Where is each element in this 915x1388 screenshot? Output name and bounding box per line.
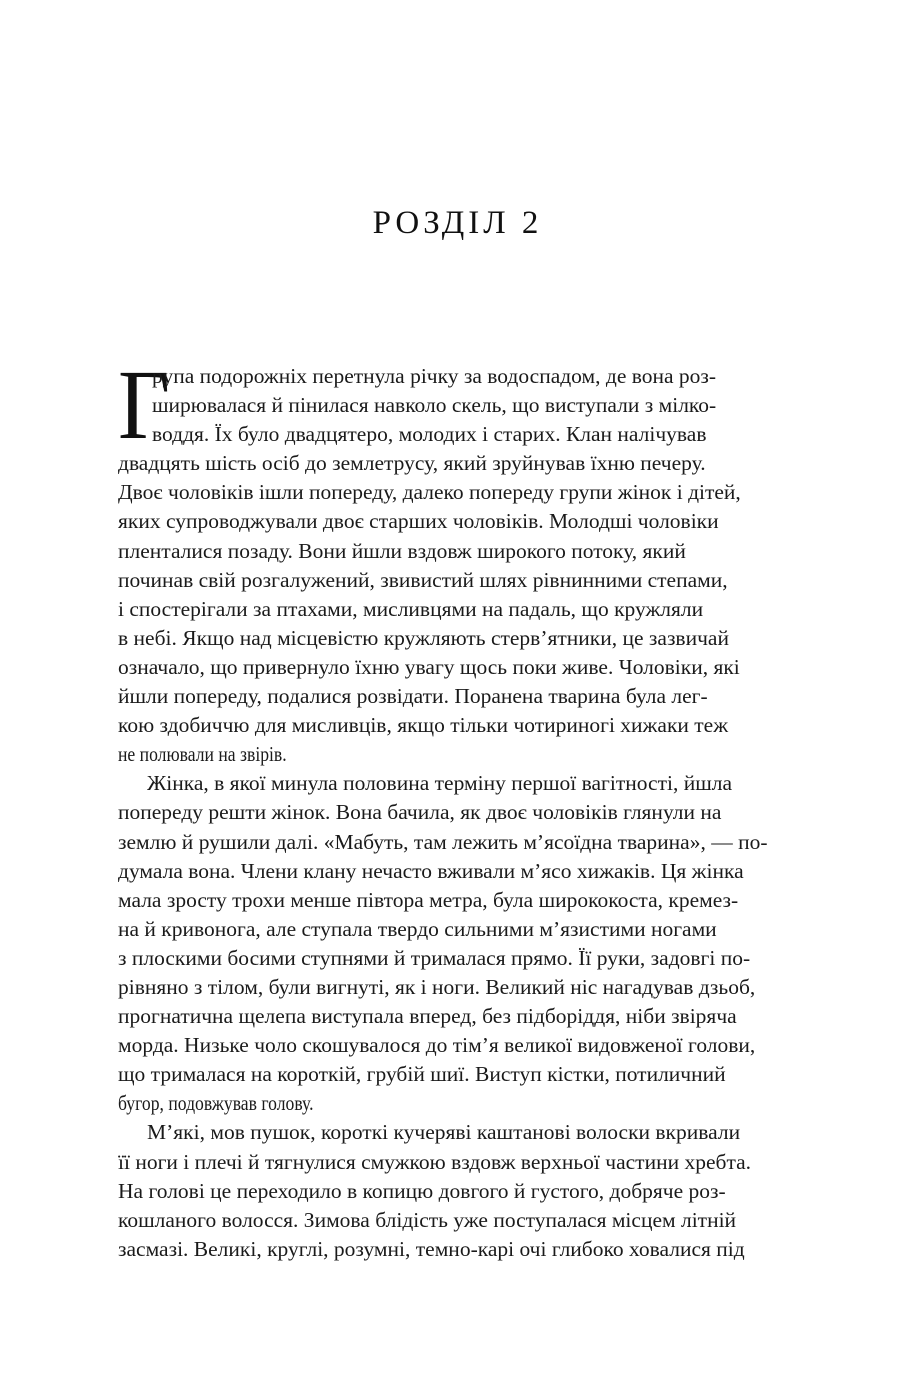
text-line: на й кривонога, але ступала твердо сильними м’язистими ногами (118, 916, 717, 941)
text-line: попереду решти жінок. Вона бачила, як двоє чоловіків глянули на (118, 800, 722, 825)
text-line: думала вона. Члени клану нечасто вживали м’ясо хижаків. Ця жінка (118, 858, 744, 883)
text-line: з плоскими босими ступнями й трималася прямо. Її руки, задовгі по- (118, 945, 751, 970)
chapter-title: РОЗДІЛ 2 (372, 205, 543, 241)
text-line: бугор, подовжував голову. (118, 1091, 314, 1116)
text-line: яких супроводжували двоє старших чоловіків. Молодші чоловіки (118, 509, 719, 534)
text-line: двадцять шість осіб до землетрусу, який зруйнував їхню печеру. (118, 451, 706, 476)
text-line: воддя. Їх було двадцятеро, молодих і старих. Клан налічував (152, 422, 707, 447)
paragraph-2 (118, 769, 809, 1118)
body-text (118, 349, 809, 1264)
text-line: її ноги і плечі й тягнулися смужкою вздовж верхньої частини хребта. (118, 1149, 752, 1174)
text-line: землю й рушили далі. «Мабуть, там лежить м’ясоїдна тварина», — по- (118, 829, 768, 854)
text-line: рівняно з тілом, були вигнуті, як і ноги. Великий ніс нагадував дзьоб, (118, 974, 756, 999)
text-line: мала зросту трохи менше півтора метра, була ширококоста, кремез- (118, 887, 739, 912)
text-line: і спостерігали за птахами, мисливцями на падаль, що кружляли (118, 596, 704, 621)
text-line: ширювалася й пінилася навколо скель, що виступали з мілко- (152, 393, 717, 418)
text-line: прогнатична щелепа виступала вперед, без підборіддя, ніби звіряча (118, 1004, 737, 1029)
text-line: засмазі. Великі, круглі, розумні, темно-карі очі глибоко ховалися під (118, 1236, 745, 1261)
text-line: Жінка, в якої минула половина терміну першої вагітності, йшла (147, 771, 733, 796)
drop-cap: Г (118, 349, 171, 460)
text-line: починав свій розгалужений, звивистий шлях рівнинними степами, (118, 567, 728, 592)
text-line: означало, що привернуло їхню увагу щось поки живе. Чоловіки, які (118, 654, 740, 679)
text-line: не полювали на звірів. (118, 742, 287, 767)
text-line: морда. Низьке чоло скошувалося до тім’я великої видовженої голови, (118, 1033, 756, 1058)
text-line: кошланого волосся. Зимова блідість уже поступалася місцем літній (118, 1207, 737, 1232)
text-line: М’які, мов пушок, короткі кучеряві каштанові волоски вкривали (147, 1120, 741, 1145)
text-line: що трималася на короткій, грубій шиї. Виступ кістки, потиличний (118, 1062, 726, 1087)
text-line: На голові це переходило в копицю довгого й густого, добряче роз- (118, 1178, 726, 1203)
paragraph-3 (118, 1118, 809, 1263)
text-line: кою здобиччю для мисливців, якщо тільки чотириногі хижаки теж (118, 713, 729, 738)
paragraph-1 (118, 349, 809, 769)
text-line: Двоє чоловіків ішли попереду, далеко попереду групи жінок і дітей, (118, 480, 741, 505)
text-line: йшли попереду, подалися розвідати. Поранена тварина була лег- (118, 684, 708, 709)
text-line: рупа подорожніх перетнула річку за водоспадом, де вона роз- (152, 364, 717, 388)
text-line: пленталися позаду. Вони йшли вздовж широкого потоку, який (118, 538, 686, 563)
text-line: в небі. Якщо над місцевістю кружляють стерв’ятники, це зазвичай (118, 625, 729, 650)
